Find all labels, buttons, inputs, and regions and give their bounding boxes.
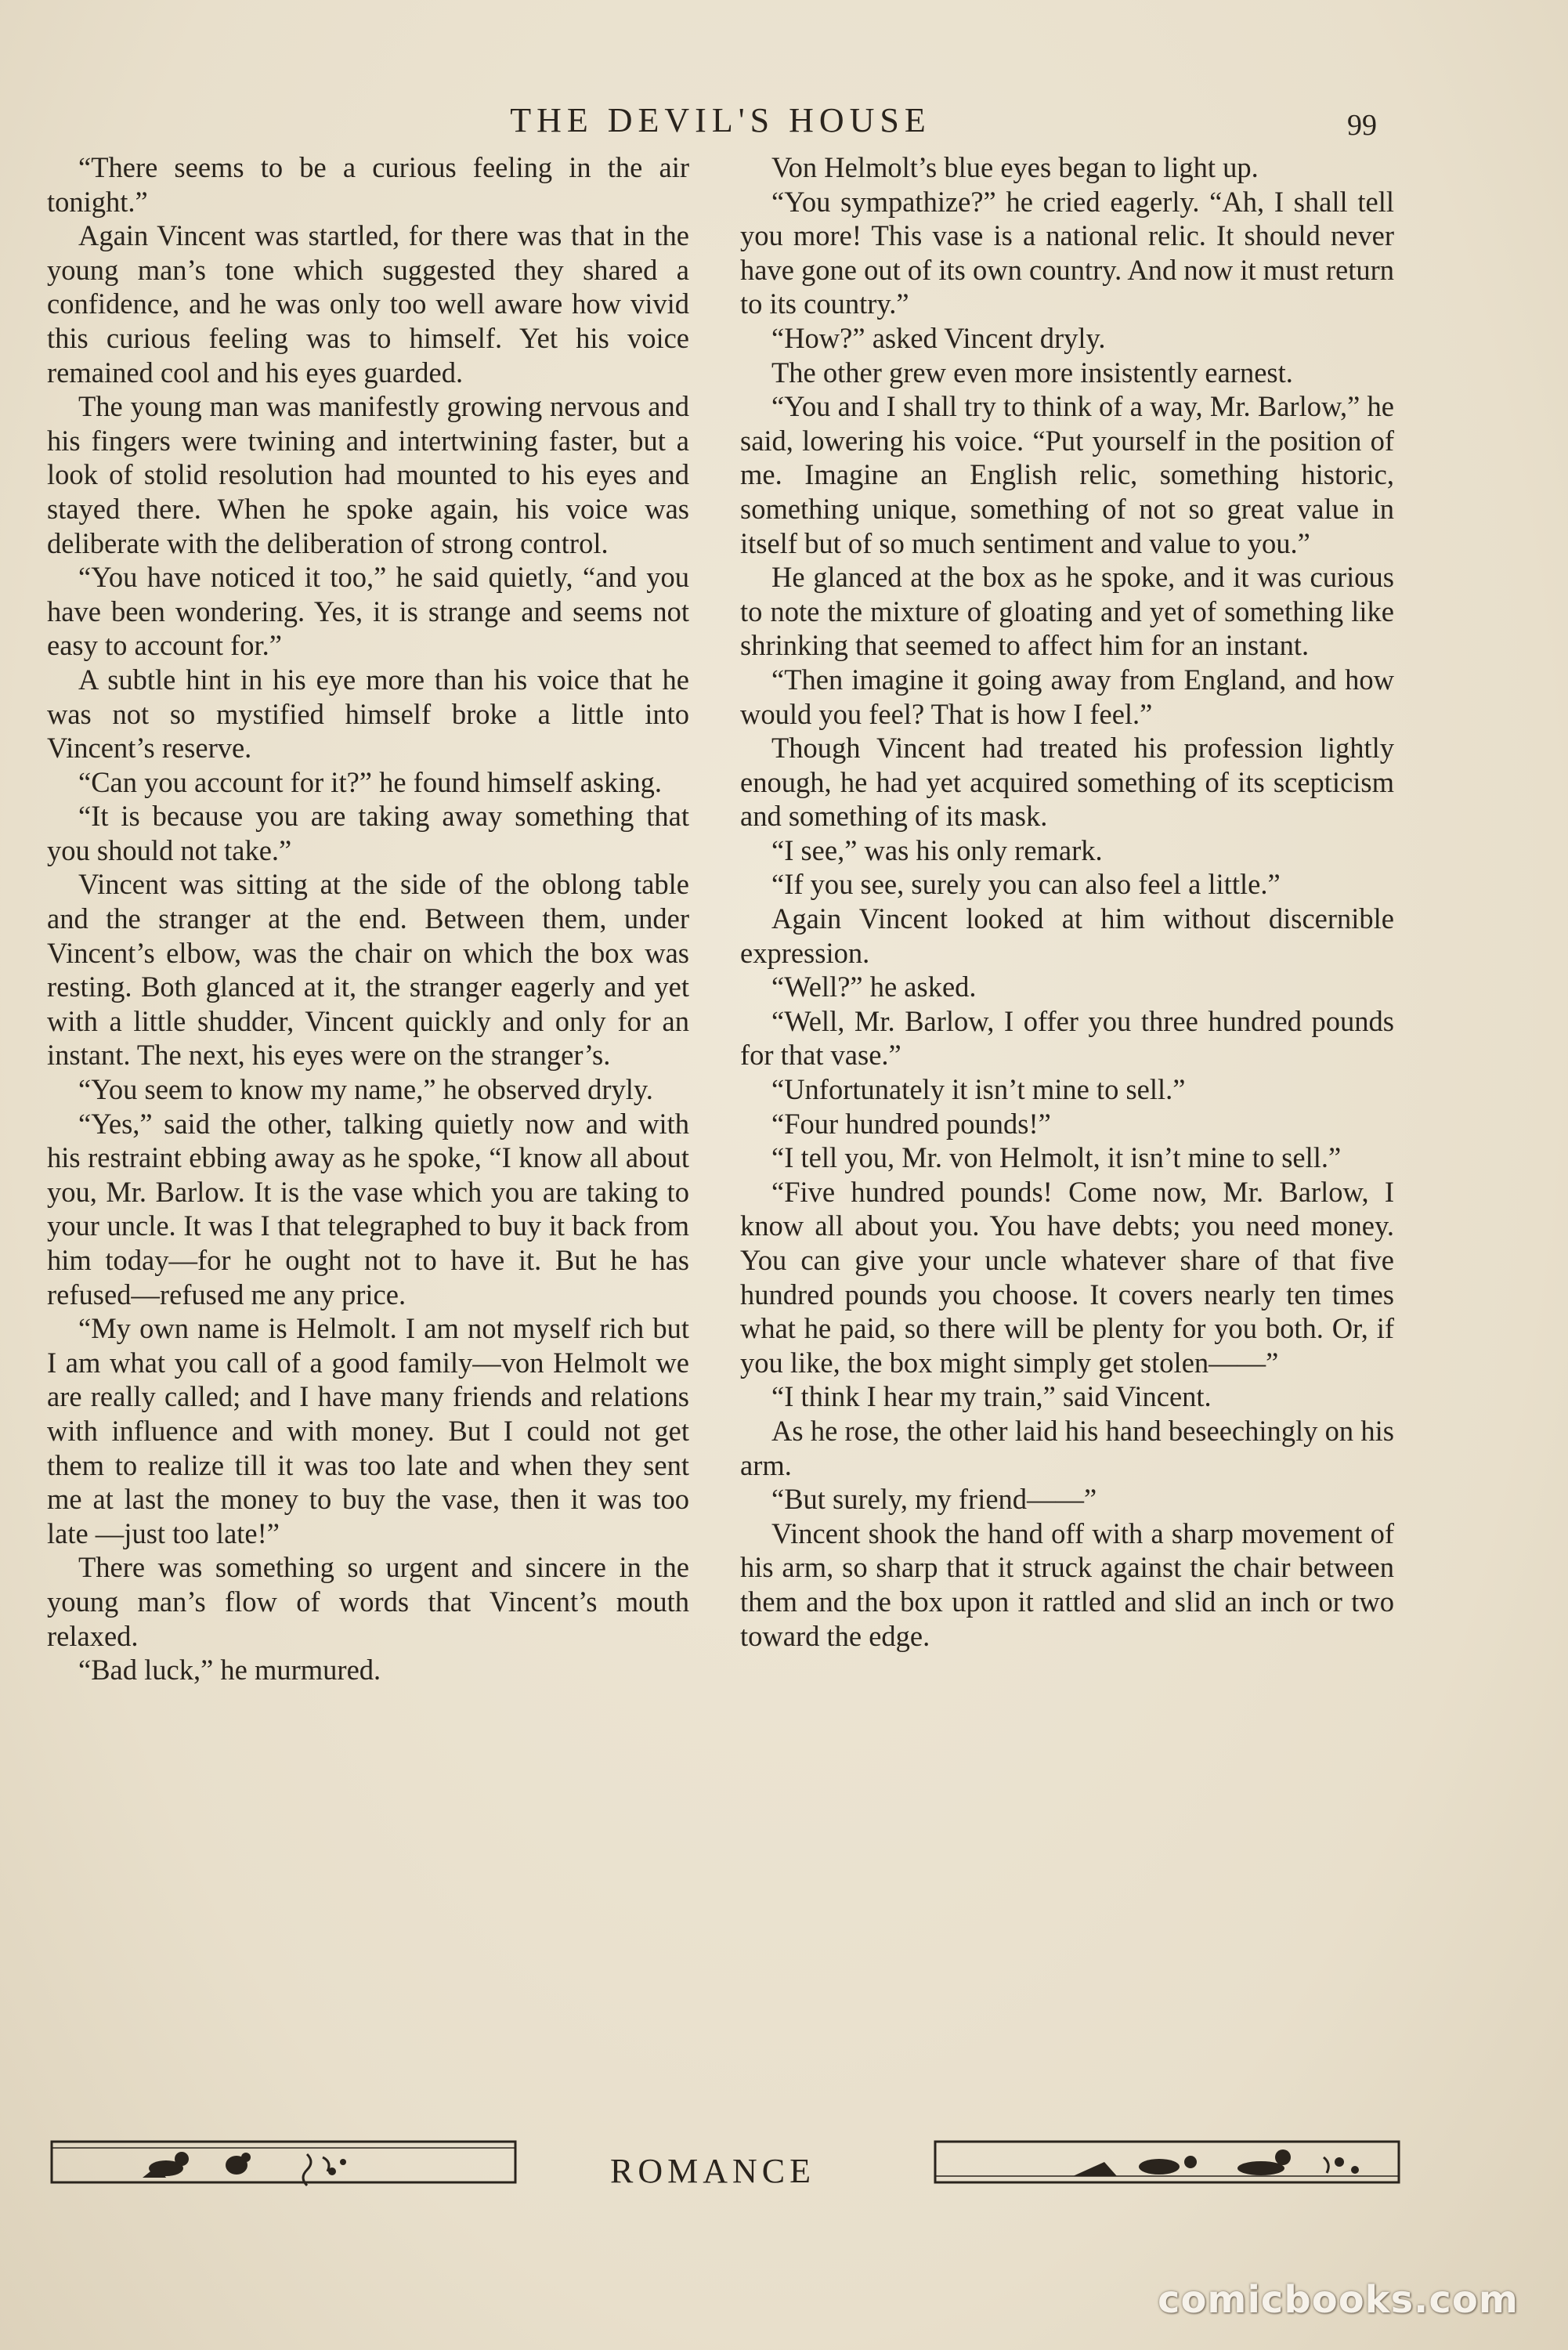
- decorative-frieze-icon: [49, 2134, 518, 2190]
- paragraph: Again Vincent looked at him without discernible expression.: [740, 902, 1394, 969]
- paragraph: There was something so urgent and sincere in the young man’s flow of words that Vincent’s mouth relaxed.: [47, 1551, 689, 1652]
- paragraph: “How?” asked Vincent dryly.: [771, 321, 1106, 354]
- paragraph: “You have noticed it too,” he said quietly, “and you have been wondering. Yes, it is strange and seems not easy to account for.”: [47, 561, 689, 662]
- paragraph: “I tell you, Mr. von Helmolt, it isn’t mine to sell.”: [771, 1141, 1342, 1174]
- page-number: 99: [1347, 109, 1377, 142]
- page-footer: [0, 2134, 1568, 2196]
- paragraph: “You sympathize?” he cried eagerly. “Ah, I shall tell you more! This vase is a national relic. It should never have gone out of its own country. And now it must return to its country.”: [740, 185, 1394, 320]
- left-column: [47, 150, 689, 1687]
- paragraph: “Well, Mr. Barlow, I offer you three hundred pounds for that vase.”: [740, 1004, 1394, 1072]
- paragraph: “My own name is Helmolt. I am not myself rich but I am what you call of a good family—von Helmolt we are really called; and I have many friends and relations with influence and with money. But I could not get them to realize till it was too late and when they sent me at last the money to buy the vase, then it was too late —just too late!”: [47, 1312, 689, 1549]
- paragraph: “Bad luck,” he murmured.: [78, 1654, 381, 1687]
- paragraph: “You seem to know my name,” he observed dryly.: [78, 1073, 653, 1106]
- paragraph: “Yes,” said the other, talking quietly now and with his restraint ebbing away as he spoke, “I know all about you, Mr. Barlow. It is the vase which you are taking to your uncle. It was I that telegraphed to buy it back from him today—for he ought not to have it. But he has refused—refused me any price.: [47, 1107, 689, 1311]
- paragraph: “But surely, my friend——”: [771, 1483, 1097, 1516]
- paragraph: Vincent shook the hand off with a sharp movement of his arm, so sharp that it struck against the chair between them and the box upon it rattled and slid an inch or two toward the edge.: [740, 1517, 1394, 1652]
- paragraph: Vincent was sitting at the side of the oblong table and the stranger at the end. Between them, under Vincent’s elbow, was the chair on which the box was resting. Both glanced at it, the stranger eagerly and yet with a little shudder, Vincent quickly and only for an instant. The next, his eyes were on the stranger’s.: [47, 868, 689, 1072]
- magazine-title: ROMANCE: [609, 2152, 816, 2190]
- paragraph: The other grew even more insistently earnest.: [771, 356, 1293, 389]
- paragraph: “It is because you are taking away something that you should not take.”: [47, 800, 689, 866]
- paragraph: “Then imagine it going away from England, and how would you feel? That is how I feel.”: [740, 663, 1394, 730]
- paragraph: A subtle hint in his eye more than his voice that he was not so mystified himself broke a little into Vincent’s reserve.: [47, 663, 689, 765]
- paragraph: Though Vincent had treated his profession lightly enough, he had yet acquired something of its scepticism and something of its mask.: [740, 732, 1394, 833]
- paragraph: Again Vincent was startled, for there was that in the young man’s tone which suggested they shared a confidence, and he was only too well aware how vivid this curious feeling was to himself. Yet his voice remained cool and his eyes guarded.: [47, 219, 689, 389]
- paragraph: As he rose, the other laid his hand beseechingly on his arm.: [740, 1414, 1394, 1481]
- paragraph: “Well?” he asked.: [771, 971, 977, 1003]
- paragraph: “You and I shall try to think of a way, Mr. Barlow,” he said, lowering his voice. “Put yourself in the position of me. Imagine an English relic, something historic, something unique, something of not so great value in itself but of so much sentiment and value to you.”: [740, 390, 1394, 559]
- paragraph: “There seems to be a curious feeling in the air tonight.”: [47, 151, 689, 218]
- paragraph: He glanced at the box as he spoke, and it was curious to note the mixture of gloating and yet of something like shrinking that seemed to affect him for an instant.: [740, 561, 1394, 662]
- watermark: comicbooks.com: [1158, 2278, 1519, 2322]
- paragraph: The young man was manifestly growing nervous and his fingers were twining and intertwining faster, but a look of stolid resolution had mounted to his eyes and stayed there. When he spoke again, his voice was deliberate with the deliberation of strong control.: [47, 390, 689, 559]
- paragraph: “Four hundred pounds!”: [771, 1107, 1051, 1140]
- running-head: THE DEVIL'S HOUSE: [510, 101, 931, 139]
- paragraph: “Unfortunately it isn’t mine to sell.”: [771, 1073, 1186, 1106]
- decorative-frieze-icon: [932, 2134, 1402, 2190]
- paragraph: “Can you account for it?” he found himself asking.: [78, 765, 662, 798]
- paragraph: “I think I hear my train,” said Vincent.: [771, 1380, 1212, 1413]
- right-column: [740, 150, 1394, 1653]
- paragraph: “Five hundred pounds! Come now, Mr. Barlow, I know all about you. You have debts; you need money. You can give your uncle whatever share of that five hundred pounds you choose. It covers nearly ten times what he paid, so there will be plenty for you both. Or, if you like, the box might simply get stolen——”: [740, 1175, 1394, 1379]
- paragraph: “If you see, surely you can also feel a little.”: [771, 868, 1281, 901]
- paragraph: Von Helmolt’s blue eyes began to light up.: [771, 151, 1259, 183]
- paragraph: “I see,” was his only remark.: [771, 833, 1103, 866]
